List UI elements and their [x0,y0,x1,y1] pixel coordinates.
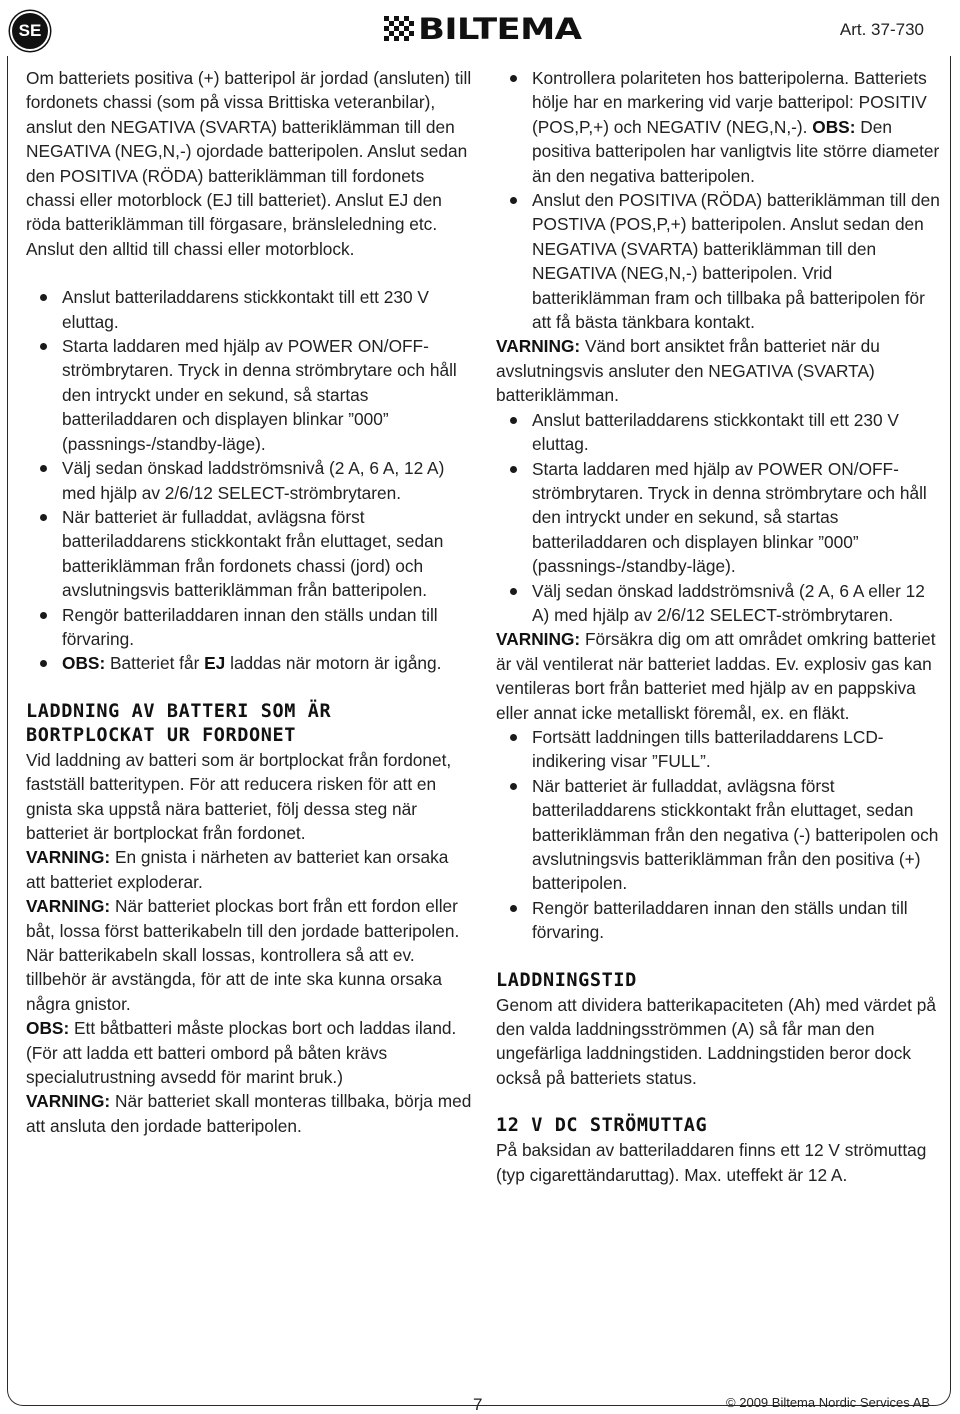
section-heading: LADDNING AV BATTERI SOM ÄR BORTPLOCKAT UR FORDONET [26,700,332,746]
list-item: Kontrollera polariteten hos batteripolerna. Batteriets hölje har en markering vid varje batteripol: POSITIV (POS,P,+) och NEGATIV (NEG,N,-). OBS: Den positiva batteripolen har vanligtvis lite större diameter än den negativa batteripolen. [496,66,940,188]
list-item: Anslut batteriladdarens stickkontakt till ett 230 V eluttag. [496,408,940,457]
section-intro: Vid laddning av batteri som är bortplockat från fordonet, fastställ batteritypen. För att reducera risken för att en gnista ska uppstå nära batteriet, följ dessa steg när batteriet är bortplockat från fordonet. [26,749,452,843]
list-item: Rengör batteriladdaren innan den ställs undan till förvaring. [496,896,940,945]
copyright-notice: © 2009 Biltema Nordic Services AB [726,1395,930,1410]
list-item: När batteriet är fulladdat, avlägsna först batteriladdarens stickkontakt från eluttaget, sedan batteriklämman från den negativa (-) batteripolen och avslutningsvis batteriklämman från den positiva (+) batteripolen. [496,774,940,896]
list-item: Starta laddaren med hjälp av POWER ON/OFF-strömbrytaren. Tryck in denna strömbrytare och håll den intryckt under en sekund, så startas batteriladdaren och displayen blinkar ”000” (passnings-/standby-läge). [26,334,472,456]
left-column [26,66,472,1138]
charging-time-heading: LADDNINGSTID [496,969,637,991]
list-item: Starta laddaren med hjälp av POWER ON/OFF-strömbrytaren. Tryck in denna strömbrytare och håll den intryckt under en sekund, så startas batteriladdaren och displayen blinkar ”000” (passnings-/standby-läge). [496,457,940,579]
warning-text: VARNING: Försäkra dig om att området omkring batteriet är väl ventilerat när batteriet laddas. Ev. explosiv gas kan ventileras bort från batteriet med hjälp av en pappskiva eller annat icke metalliskt föremål, ex. en fläkt. [496,629,936,723]
list-item: Välj sedan önskad laddströmsnivå (2 A, 6 A eller 12 A) med hjälp av 2/6/12 SELECT-strömbrytaren. [496,579,940,628]
list-item: Fortsätt laddningen tills batteriladdarens LCD-indikering visar ”FULL”. [496,725,940,774]
dc-outlet-heading: 12 V DC STRÖMUTTAG [496,1115,708,1137]
warning-text: VARNING: En gnista i närheten av batteriet kan orsaka att batteriet exploderar. [26,847,449,892]
list-item: Välj sedan önskad laddströmsnivå (2 A, 6 A, 12 A) med hjälp av 2/6/12 SELECT-strömbrytaren. [26,456,472,505]
charging-time-text: Genom att dividera batterikapaciteten (Ah) med värdet på den valda laddningsströmmen (A) så får man den ungefärliga laddningstiden. Laddningstiden beror dock också på batteriets status. [496,994,936,1088]
page-number: 7 [473,1395,483,1414]
list-item: Anslut den POSITIVA (RÖDA) batteriklämman till den POSTIVA (POS,P,+) batteripolen. Anslut sedan den NEGATIVA (SVARTA) batteriklämman till den NEGATIVA (NEG,N,-) batteripolen. Vrid batteriklämman fram och tillbaka på batteripolen för att få bästa tänkbara kontakt. [496,188,940,334]
checkered-flag-icon [384,16,414,42]
charging-steps-list [26,285,472,676]
biltema-logo [384,12,582,46]
list-item: När batteriet är fulladdat, avlägsna först batteriladdarens stickkontakt från eluttaget, sedan batteriklämman från fordonets chassi (jord) och avslutningsvis batteriklämman från batteripolen. [26,505,472,603]
polarity-list [496,66,940,334]
warning-text: VARNING: När batteriet plockas bort från ett fordon eller båt, lossa först batterikabeln till den jordade batteripolen. När batterikabeln skall lossas, kontrollera så att ev. tillbehör är avstängda, för att de inte ska kunna orsaka några gnistor. [26,896,460,1014]
dc-outlet-text: På baksidan av batteriladdaren finns ett 12 V strömuttag (typ cigarettändaruttag). Max. uteffekt är 12 A. [496,1140,927,1185]
language-badge: SE [10,11,50,51]
list-item: Rengör batteriladdaren innan den ställs undan till förvaring. [26,603,472,652]
note-text: OBS: Ett båtbatteri måste plockas bort och laddas iland. (För att ladda ett batteri ombord på båten krävs specialutrustning avsedd för marint bruk.) [26,1018,457,1088]
right-column [496,66,940,1187]
article-number: Art. 37-730 [839,20,924,39]
logo-wordmark: BILTEMA [418,12,582,46]
finish-steps-list [496,725,940,945]
list-item: Anslut batteriladdarens stickkontakt till ett 230 V eluttag. [26,285,472,334]
list-item: OBS: Batteriet får EJ laddas när motorn är igång. [26,651,472,675]
warning-text: VARNING: När batteriet skall monteras tillbaka, börja med att ansluta den jordade batteripolen. [26,1091,472,1136]
warning-text: VARNING: Vänd bort ansiktet från batteriet när du avslutningsvis ansluter den NEGATIVA (SVARTA) batteriklämman. [496,336,880,406]
intro-paragraph: Om batteriets positiva (+) batteripol är jordad (ansluten) till fordonets chassi (som på vissa Brittiska veteranbilar), anslut den NEGATIVA (SVARTA) batteriklämman till den NEGATIVA (NEG,N,-) ojordade batteripolen. Anslut sedan den POSITIVA (RÖDA) batteriklämman till fordonets chassi eller motorblock (EJ till batteriet). Anslut EJ den röda batteriklämman till förgasare, bränsleledning etc. Anslut den alltid till chassi eller motorblock. [26,68,472,259]
charging-steps-list [496,408,940,628]
